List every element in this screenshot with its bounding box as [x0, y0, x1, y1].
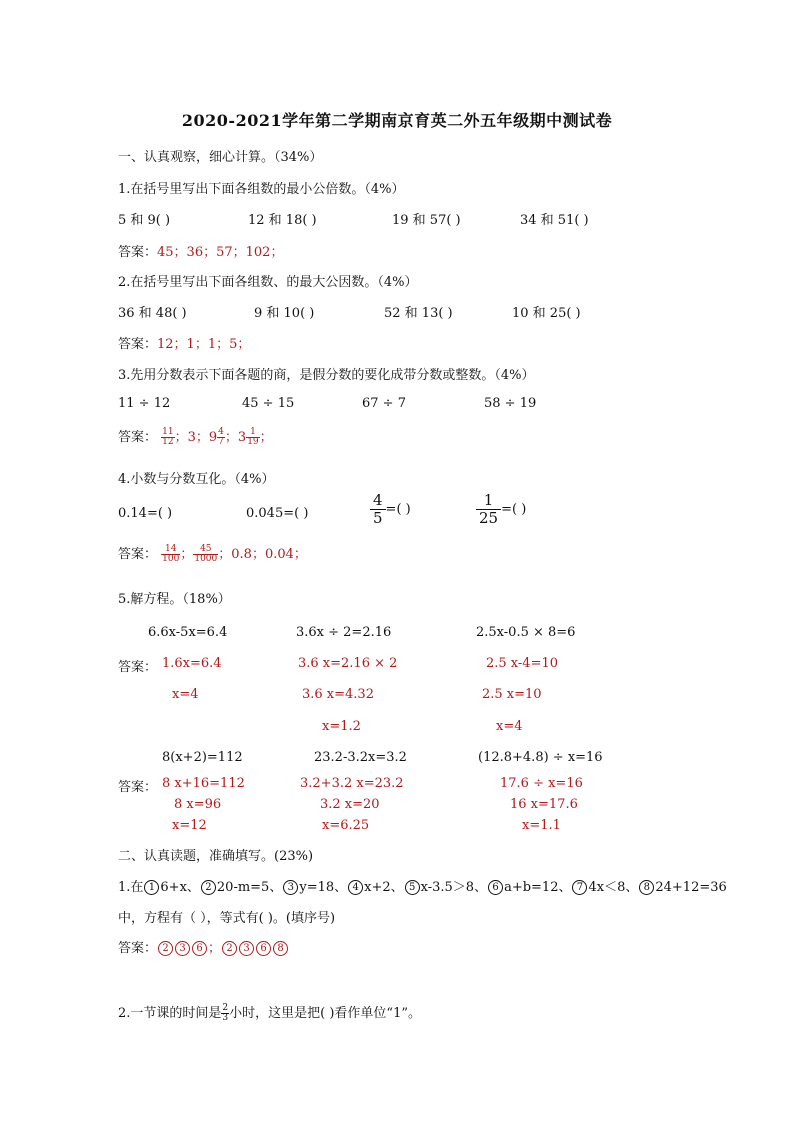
q3-answer: 答案： $\frac{11}{12}$ ；3；9 $\frac{4}{7}$ ；3 $\frac{1}{19}$ ；: [118, 427, 273, 447]
q1-item: 34 和 51( ): [520, 213, 589, 228]
q1-answer: [118, 241, 283, 260]
q3-item: 58 ÷ 19: [484, 396, 537, 411]
option-number: 2: [201, 880, 216, 895]
q5-prompt: 5.解方程。（18%）: [118, 592, 231, 607]
q1-prompt: 1.在括号里写出下面各组数的最小公倍数。（4%）: [118, 182, 405, 197]
q2-prompt: 2.在括号里写出下面各组数、的最大公因数。（4%）: [118, 275, 418, 290]
q2-item: 52 和 13( ): [384, 306, 453, 321]
page-title: 2020-2021学年第二学期南京育英二外五年级期中测试卷: [181, 111, 613, 130]
q4-item: 0.14=( ): [118, 506, 173, 521]
fraction: $\frac{1}{25}$: [476, 492, 501, 527]
answer-number: 2: [222, 941, 237, 956]
q3-item: 67 ÷ 7: [362, 396, 406, 411]
solution-step: x=12: [172, 818, 207, 833]
solution-step: 2.5 x-4=10: [486, 656, 559, 671]
solution-step: x=4: [172, 687, 199, 702]
answer-number: 3: [239, 941, 254, 956]
equation: 3.6x ÷ 2=2.16: [296, 625, 392, 640]
equation: 23.2-3.2x=3.2: [314, 750, 407, 765]
answer-text: 12；1；1；5；: [157, 337, 251, 352]
solution-step: x=1.2: [322, 719, 361, 734]
solution-step: 2.5 x=10: [482, 687, 542, 702]
q4-item: $\frac{1}{25}$ =( ): [476, 492, 526, 527]
q3-item: 45 ÷ 15: [242, 396, 295, 411]
s2-q1-prompt-line2: 中，方程有（ ），等式有( )。(填序号): [118, 911, 336, 926]
equation: 8(x+2)=112: [162, 750, 243, 765]
option-number: 4: [348, 880, 363, 895]
solution-step: 8 x=96: [174, 797, 222, 812]
answer-label: 答案：: [118, 337, 158, 352]
q1-item: 5 和 9( ): [118, 213, 171, 228]
option-number: 6: [488, 880, 503, 895]
solution-step: 8 x+16=112: [162, 776, 245, 791]
answer-number: 3: [175, 941, 190, 956]
option-number: 7: [572, 880, 587, 895]
answer-number: 2: [158, 941, 173, 956]
answer-fraction: $\frac{11}{12}$: [162, 427, 174, 447]
equation: 2.5x-0.5 × 8=6: [476, 625, 576, 640]
q4-answer: 答案： $\frac{14}{100}$ ； $\frac{45}{1000}$ ；0.8；0.04；: [118, 544, 307, 564]
option-number: 3: [283, 880, 298, 895]
answer-fraction: $\frac{45}{1000}$: [194, 544, 218, 564]
solution-step: 3.6 x=2.16 × 2: [298, 656, 398, 671]
s2-q2-prompt: 2.一节课的时间是 $\frac{2}{3}$ 小时，这里是把( )看作单位“1”。: [118, 1003, 421, 1023]
equation: (12.8+4.8) ÷ x=16: [478, 750, 603, 765]
q4-item: $\frac{4}{5}$ =( ): [370, 492, 411, 527]
q3-item: 11 ÷ 12: [118, 396, 171, 411]
answer-label: 答案：: [118, 547, 158, 562]
q1-item: 12 和 18( ): [248, 213, 317, 228]
answer-text: 45；36；57；102；: [157, 245, 284, 260]
answer-fraction: $\frac{4}{7}$: [218, 427, 224, 447]
q2-item: 9 和 10( ): [254, 306, 315, 321]
solution-step: x=4: [496, 719, 523, 734]
s2-q1-prompt: 1.在 1 6+x、 2 20-m=5、 3 y=18、 4 x+2、 5 x-3.5＞8、 6 a+b=12、 7 4x＜8、 8 24+12=36: [118, 880, 727, 895]
answer-fraction: $\frac{1}{19}$: [247, 427, 259, 447]
solution-step: x=1.1: [522, 818, 561, 833]
q1-item: 19 和 57( ): [392, 213, 461, 228]
solution-step: 1.6x=6.4: [162, 656, 222, 671]
solution-step: 17.6 ÷ x=16: [500, 776, 583, 791]
answer-fraction: $\frac{14}{100}$: [162, 544, 180, 564]
q4-item: 0.045=( ): [246, 506, 309, 521]
s2-q1-answer: 答案： 2 3 6 ； 2 3 6 8: [118, 937, 289, 956]
section2-heading: 二、认真读题，准确填写。(23%): [118, 849, 314, 864]
answer-label: 答案：: [118, 660, 158, 675]
solution-step: x=6.25: [322, 818, 370, 833]
option-number: 5: [405, 880, 420, 895]
q2-item: 36 和 48( ): [118, 306, 187, 321]
option-number: 8: [639, 880, 654, 895]
q4-prompt: 4.小数与分数互化。（4%）: [118, 472, 275, 487]
answer-label: 答案：: [118, 780, 158, 795]
answer-label: 答案：: [118, 941, 158, 956]
answer-label: 答案：: [118, 245, 158, 260]
answer-mixed-whole: 3: [237, 430, 247, 445]
answer-mixed-whole: 9: [208, 430, 218, 445]
solution-step: 3.2+3.2 x=23.2: [300, 776, 404, 791]
solution-step: 3.6 x=4.32: [302, 687, 374, 702]
solution-step: 16 x=17.6: [510, 797, 578, 812]
fraction: $\frac{2}{3}$: [222, 1003, 229, 1023]
answer-number: 6: [256, 941, 271, 956]
solution-step: 3.2 x=20: [320, 797, 380, 812]
answer-number: 6: [192, 941, 207, 956]
q3-prompt: 3.先用分数表示下面各题的商，是假分数的要化成带分数或整数。（4%）: [118, 368, 535, 383]
answer-number: 8: [273, 941, 288, 956]
section1-heading: 一、认真观察，细心计算。（34%）: [118, 150, 323, 165]
q2-item: 10 和 25( ): [512, 306, 581, 321]
equation: 6.6x-5x=6.4: [148, 625, 228, 640]
answer-label: 答案：: [118, 430, 158, 445]
option-number: 1: [144, 880, 159, 895]
q2-answer: [118, 333, 250, 352]
fraction: $\frac{4}{5}$: [370, 492, 386, 527]
